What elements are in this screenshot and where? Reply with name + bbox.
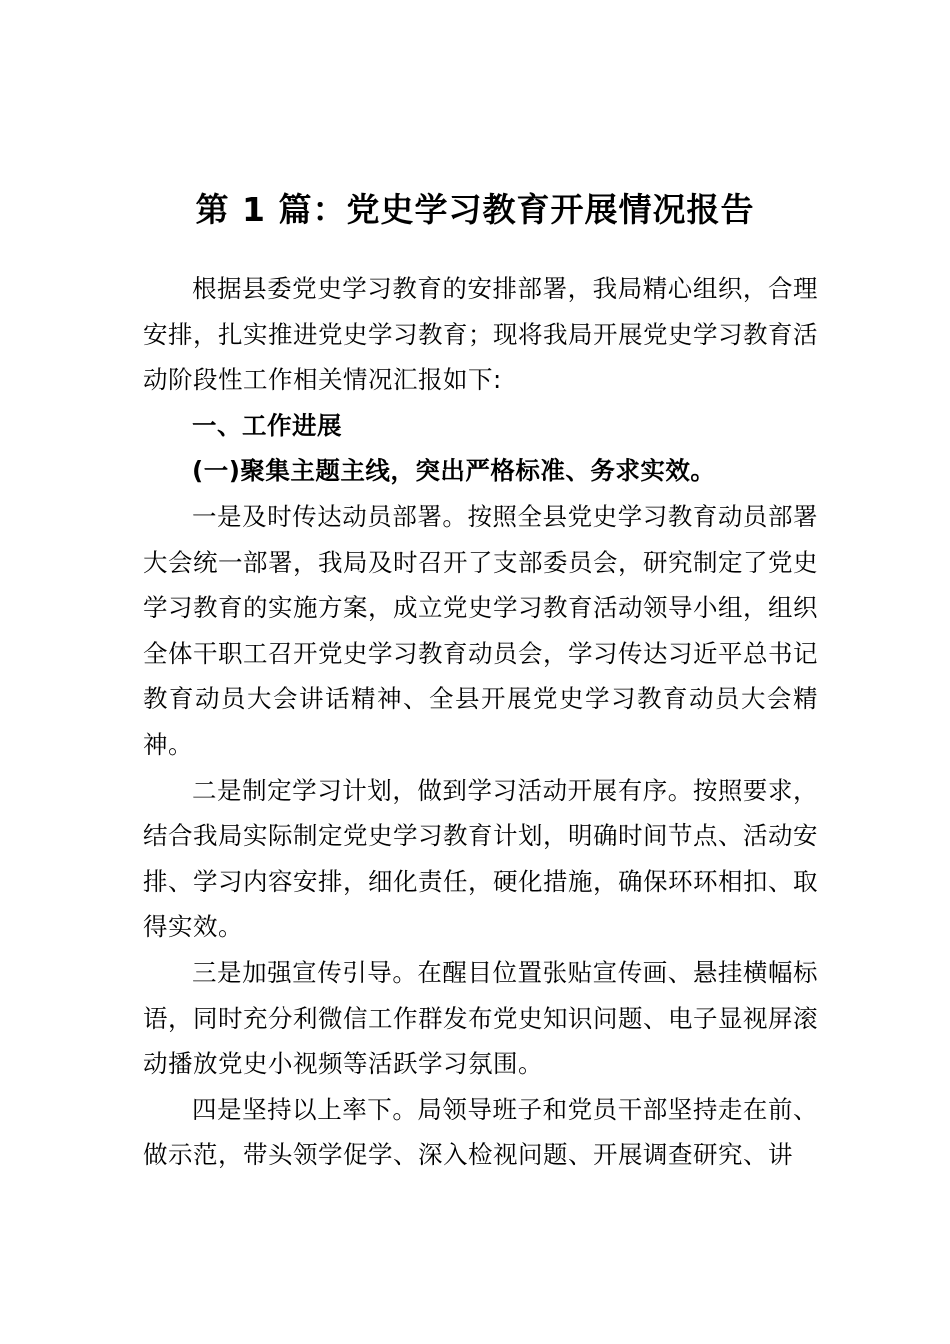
intro-paragraph: 根据县委党史学习教育的安排部署，我局精心组织，合理安排，扎实推进党史学习教育；现将我局开展党史学习教育活动阶段性工作相关情况汇报如下: (143, 274, 818, 395)
document-body (143, 266, 818, 1178)
subsection-heading-1: (一)聚集主题主线，突出严格标准、务求实效。 (192, 456, 716, 486)
section-heading-work-progress: 一、工作进展 (192, 410, 342, 440)
paragraph-point-4: 四是坚持以上率下。局领导班子和党员干部坚持走在前、做示范，带头领学促学、深入检视问题、开展调查研究、讲 (143, 1094, 818, 1170)
paragraph-point-3: 三是加强宣传引导。在醒目位置张贴宣传画、悬挂横幅标语，同时充分利微信工作群发布党史知识问题、电子显视屏滚动播放党史小视频等活跃学习氛围。 (143, 957, 818, 1079)
document-title: 第 1 篇：党史学习教育开展情况报告 (195, 190, 755, 229)
paragraph-point-1: 一是及时传达动员部署。按照全县党史学习教育动员部署大会统一部署，我局及时召开了支部委员会，研究制定了党史学习教育的实施方案，成立党史学习教育活动领导小组，组织全体干职工召开党史学习教育动员会，学习传达习近平总书记教育动员大会讲话精神、全县开展党史学习教育动员大会精神。 (143, 501, 818, 759)
paragraph-point-2: 二是制定学习计划，做到学习活动开展有序。按照要求，结合我局实际制定党史学习教育计划，明确时间节点、活动安排、学习内容安排，细化责任，硬化措施，确保环环相扣、取得实效。 (143, 775, 818, 942)
